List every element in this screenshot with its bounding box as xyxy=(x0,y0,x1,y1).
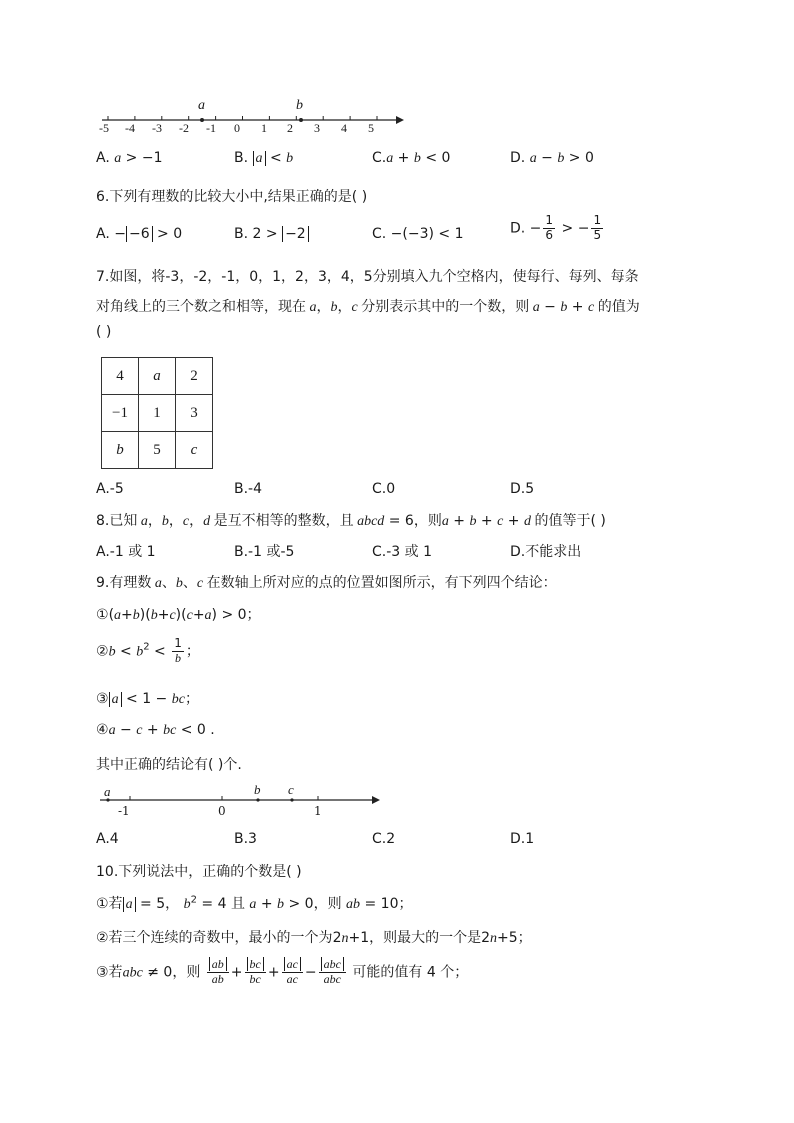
q5-option-c[interactable]: C.a + b < 0 xyxy=(372,150,451,166)
q9-item-4: ④a − c + bc < 0 . xyxy=(96,722,215,738)
q10-item-3: ③若abc ≠ 0，则 $\frac{ab}{ab}$ + $\frac{bc}{bc}$ + $\frac{ac}{ac}$ − $\frac{\text{abc}}{\text{abc}}$ 可能的值有 4 个； xyxy=(96,957,469,986)
number-line-1-labels xyxy=(96,121,396,137)
grid-cell: 4 xyxy=(102,358,139,395)
q8-option-a[interactable]: A.-1 或 1 xyxy=(96,544,156,560)
number-line-2 xyxy=(96,786,386,810)
q10-item-1: ①若 a = 5， $b^2 = 4$ 且 a + b > 0，则 ab = 10； xyxy=(96,894,413,912)
number-line-2-label-minus-one: -1 xyxy=(118,804,130,818)
q9-option-d[interactable]: D.1 xyxy=(510,831,535,847)
tick-label: 1 xyxy=(261,121,267,135)
q10-item-2: ②若三个连续的奇数中，最小的一个为2n+1，则最大的一个是2n+5； xyxy=(96,930,532,946)
grid-cell: c xyxy=(176,432,213,469)
tick-label: 5 xyxy=(368,121,374,135)
q7-option-c[interactable]: C.0 xyxy=(372,481,396,497)
tick-label: 2 xyxy=(287,121,293,135)
q7-stem-line2: 对角线上的三个数之和相等，现在 a，b，c 分别表示其中的一个数，则 a − b + c 的值为 xyxy=(96,299,640,315)
tick-label: -4 xyxy=(125,121,135,135)
q7-stem-line3: ( ) xyxy=(96,324,112,340)
q9-item-2: ②b < $b^2$ < $\frac{1}{b}$ ； xyxy=(96,636,200,665)
tick-label: -2 xyxy=(179,121,189,135)
number-line-2-point-c: c xyxy=(288,782,294,797)
grid-cell: −1 xyxy=(102,395,139,432)
q9-stem: 9.有理数 a、b、c 在数轴上所对应的点的位置如图所示，有下列四个结论： xyxy=(96,575,557,591)
q6-option-a[interactable]: A. − −6 > 0 xyxy=(96,226,183,242)
q9-option-a[interactable]: A.4 xyxy=(96,831,119,847)
number-line-2-point-b: b xyxy=(254,782,261,797)
number-line-1-point-b: b xyxy=(296,98,303,113)
magic-square-grid xyxy=(101,357,213,469)
grid-cell: b xyxy=(102,432,139,469)
q7-option-d[interactable]: D.5 xyxy=(510,481,535,497)
q8-option-b[interactable]: B.-1 或-5 xyxy=(234,544,295,560)
number-line-2-point-a: a xyxy=(104,784,111,799)
q8-option-d[interactable]: D.不能求出 xyxy=(510,544,582,560)
q5-option-b[interactable]: B. a < b xyxy=(234,150,294,166)
q8-stem: 8.已知 a，b，c，d 是互不相等的整数，且 abcd = 6，则a + b + c + d 的值等于( ) xyxy=(96,513,606,529)
grid-cell: 2 xyxy=(176,358,213,395)
grid-cell: 5 xyxy=(139,432,176,469)
q7-option-b[interactable]: B.-4 xyxy=(234,481,263,497)
q9-option-c[interactable]: C.2 xyxy=(372,831,396,847)
q7-option-a[interactable]: A.-5 xyxy=(96,481,124,497)
q6-option-c[interactable]: C. −(−3) < 1 xyxy=(372,226,464,242)
tick-label: -1 xyxy=(206,121,216,135)
tick-label: 0 xyxy=(234,121,240,135)
grid-cell: a xyxy=(139,358,176,395)
grid-cell: 3 xyxy=(176,395,213,432)
q9-tail: 其中正确的结论有( )个. xyxy=(96,757,242,773)
q9-option-b[interactable]: B.3 xyxy=(234,831,257,847)
number-line-2-label-one: 1 xyxy=(314,804,322,818)
q9-item-3: ③ a < 1 − bc； xyxy=(96,691,199,707)
q5-option-a[interactable]: A. a > −1 xyxy=(96,150,163,166)
number-line-2-label-zero: 0 xyxy=(218,804,226,818)
tick-label: 4 xyxy=(341,121,347,135)
q9-item-1: ①(a+b)(b+c)(c+a) > 0； xyxy=(96,607,261,623)
grid-cell: 1 xyxy=(139,395,176,432)
q10-stem: 10.下列说法中，正确的个数是( ) xyxy=(96,864,302,880)
q5-option-d[interactable]: D. a − b > 0 xyxy=(510,150,594,166)
q8-option-c[interactable]: C.-3 或 1 xyxy=(372,544,432,560)
q6-option-d[interactable]: D. − $\frac{1}{6}$ > − $\frac{1}{5}$ xyxy=(510,213,602,242)
q7-stem-line1: 7.如图，将-3，-2，-1，0，1，2，3，4，5分别填入九个空格内，使每行、每列、每条 xyxy=(96,269,639,285)
tick-label: -5 xyxy=(99,121,109,135)
q6-stem: 6.下列有理数的比较大小中,结果正确的是( ) xyxy=(96,189,368,205)
tick-label: -3 xyxy=(152,121,162,135)
number-line-1-point-a: a xyxy=(198,98,205,113)
tick-label: 3 xyxy=(314,121,320,135)
q6-option-b[interactable]: B. 2 > −2 xyxy=(234,226,309,242)
